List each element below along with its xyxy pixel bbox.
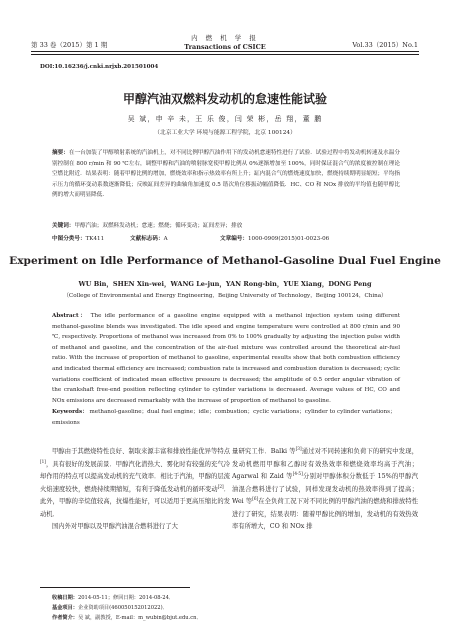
body-column-right — [232, 446, 418, 534]
body-paragraph: 甲醇由于其燃烧特性良好、制取来源丰富和排放性能优异等特点[1]，具有很好的发展前景．甲醇汽化潜热大、雾化时有较强的充气冷却作用的特点可以提高发动机的充气效率．相比于汽油，甲醇的层流火焰速度较快，燃烧持续期缩短，有利于降低发动机的循环变动[2]．此外，甲醇的辛烷值较高，抗爆性能好，可以适用于更高压缩比的发动机． — [40, 448, 231, 518]
authors-cn: 吴 斌，申 辛 未，王 乐 俊，闫 荣 彬，岳 翔，董 鹏 — [127, 115, 323, 123]
abstract-cn-text: 在一台加装了甲醇喷射系统的汽油机上，对不同比例甲醇汽油作用下的发动机怠速特性进行了试验．试验过程中将发动机转速及水温分别控制在 800 r/min 和 90 ℃左右，调整甲醇和汽油的喷射脉宽使甲醇比例从 0%逐渐增加至 100%，同时保证混合气的浓度被控制在理论空燃比附近．结果表明：随着甲醇比例的增加，燃烧效率和指示热效率有所上升；缸内混合气的燃烧速度加快，燃烧持续期明显缩短；平均指示压力的循环变动系数逐渐降低；反映缸间差异的曲轴角加速度 0.5 谐次角位移振动幅值降低．HC、CO 和 NOx 排放的平均值也随甲醇比例的增大而明显降低． — [52, 150, 400, 199]
journal-name-cn: 内 燃 机 学 报 — [191, 34, 259, 42]
abstract-cn-label: 摘要： — [52, 150, 69, 156]
citation: [4-5] — [292, 470, 303, 476]
keywords-cn — [52, 221, 400, 229]
title-en: Experiment on Idle Performance of Methanol-Gasoline Dual Fuel Engine — [9, 255, 441, 267]
header-rule-thin — [31, 54, 419, 55]
body-column-left — [40, 446, 230, 534]
keywords-en — [52, 407, 400, 428]
footnote-fund: 基金项目：企业资助项目(460050152012022)． — [52, 605, 168, 611]
clc-value: TK411 — [85, 236, 105, 242]
keywords-cn-label: 关键词： — [52, 223, 75, 229]
keywords-en-label: Keywords： — [52, 409, 88, 415]
keywords-cn-text: 甲醇汽油；双燃料发动机；怠速；燃烧；循环变动；缸间差异；排放 — [74, 223, 243, 229]
abstract-cn — [52, 148, 400, 201]
abstract-en-label: Abstract： — [52, 313, 88, 319]
keywords-en-text: methanol-gasoline；dual fuel engine；idle；combustion；cyclic variations；cylinder to cylinder variations；emissions — [52, 409, 396, 426]
classification-row — [52, 234, 400, 242]
citation: [3] — [295, 445, 302, 451]
footnote-rule — [40, 587, 190, 588]
citation: [2] — [217, 483, 224, 489]
abstract-en — [52, 311, 400, 406]
clc-label: 中图分类号： — [52, 236, 86, 242]
citation: [1] — [40, 458, 46, 464]
citation: [6] — [252, 495, 259, 501]
affiliation-cn: （北京工业大学 环境与能源工程学院，北京 100124） — [154, 130, 296, 136]
body-paragraph: 量研究工作．Balki 等[3]通过对不同转速和负荷下的研究中发现，发动机燃用甲醇和乙醇时有效热效率和燃烧效率均高于汽油；Agarwal 和 Zaid 等[4-5]分别对甲醇体积分数低于 15%的甲醇汽油混合燃料进行了试验，同样发现发动机的热效率得到了提高；Wei 等[6]在全负荷工况下对不同比例的甲醇汽油的燃烧和排放特性进行了研究，结果表明：随着甲醇比例的增加，发动机的有效热效率有所增大，CO 和 NOx 排 — [232, 445, 419, 530]
header-rule-thick — [31, 51, 419, 52]
header-volume-en: Vol.33（2015）No.1 — [352, 41, 418, 49]
doi: DOI:10.16236/j.cnki.nrjxb.201501004 — [40, 64, 159, 70]
title-cn: 甲醇汽油双燃料发动机的怠速性能试验 — [122, 92, 327, 106]
footnote-author: 作者简介：吴 斌，副教授，E-mail：m_wubin@bjut.edu.cn． — [52, 615, 202, 621]
authors-en: WU Bin，SHEN Xin-wei，WANG Le-jun，YAN Rong-bin，YUE Xiang，DONG Peng — [78, 280, 372, 288]
body-paragraph: 国内外对甲醇以及甲醇汽油混合燃料进行了大 — [52, 523, 178, 530]
header-volume: 第 33 卷（2015）第 1 期 — [31, 41, 108, 49]
journal-name-en: Transactions of CSICE — [184, 43, 266, 51]
abstract-en-text: The idle performance of a gasoline engine equipped with a methanol injection system using different methanol-gasoline blends was investigated. The idle speed and engine temperature were controlled at 800 r/min and 90 ℃, respectively. Proportions of methanol was increased from 0% to 100% gradually by adjusting the injection pulse width of methanol and gasoline, and the concentration of the air-fuel mixture was controlled around the theoretical air-fuel ratio. With the increase of proportion of methanol to gasoline, experimental results show that both combustion efficiency and indicated thermal efficiency are increased; combustion rate is increased and combustion duration is decreased; cyclic variations coefficient of indicated mean effective pressure is decreased; the amplitude of 0.5 order angular vibration of the crankshaft free-end position reflecting cylinder to cylinder variations is decreased. Average values of HC, CO and NOx emissions are decreased remarkably with the increase of proportion of methanol to gasoline. — [52, 313, 401, 404]
article-no-value: 1000-0909(2015)01-0023-06 — [247, 236, 330, 242]
footnote-received: 收稿日期：2014-05-11；修回日期：2014-08-24． — [52, 595, 175, 601]
doc-code-value: A — [163, 236, 168, 242]
article-no-label: 文章编号： — [220, 236, 248, 242]
doc-code-label: 文献标志码： — [130, 236, 164, 242]
affiliation-en: （College of Environmental and Energy Engineering，Beijing University of Technology，Beijing 100124，China） — [63, 293, 387, 299]
